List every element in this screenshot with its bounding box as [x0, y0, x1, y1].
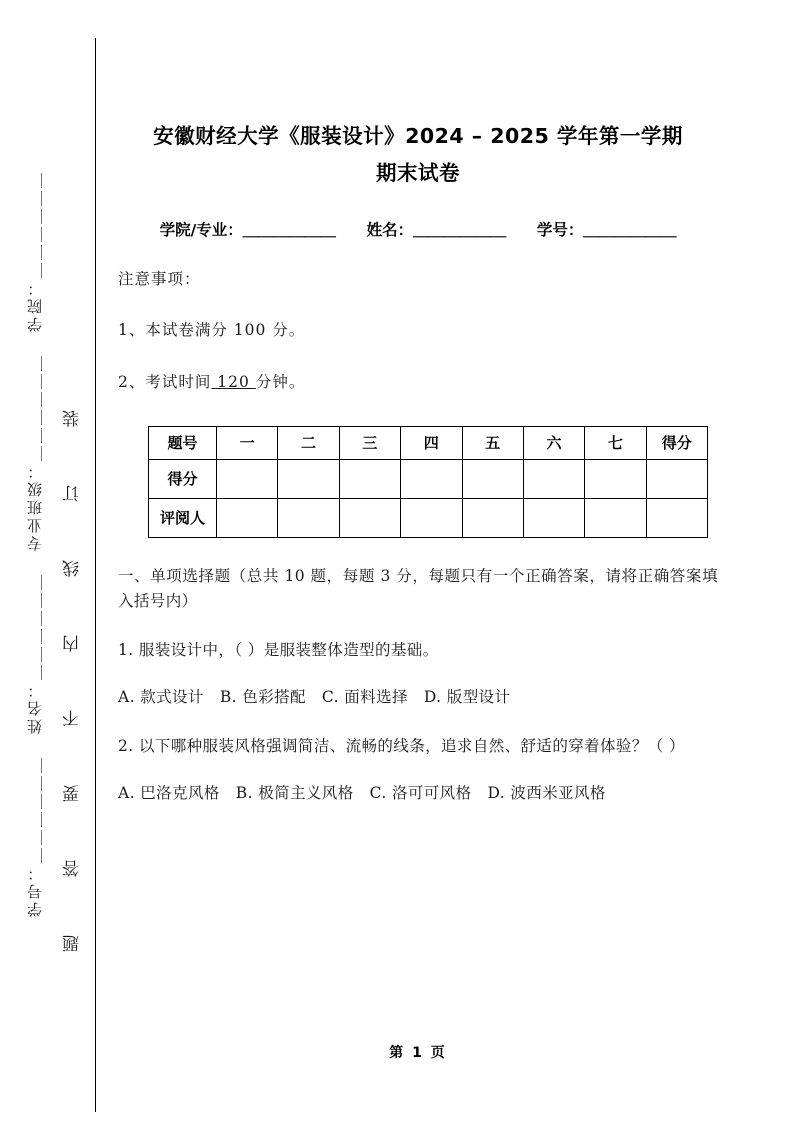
- table-cell-input[interactable]: [523, 459, 584, 498]
- table-cell: 四: [401, 426, 462, 459]
- question-2-options: [118, 759, 718, 806]
- option-c[interactable]: C. 洛可可风格: [369, 784, 472, 803]
- seal-margin: [0, 0, 96, 1122]
- table-cell-input[interactable]: [585, 459, 646, 498]
- table-cell-input[interactable]: [646, 459, 707, 498]
- option-d[interactable]: D. 波西米亚风格: [487, 784, 606, 803]
- notes-item-1: 1、本试卷满分 100 分。: [118, 321, 306, 340]
- question-2-stem: 2. 以下哪种服装风格强调简洁、流畅的线条，追求自然、舒适的穿着体验？（ ）: [118, 737, 685, 756]
- table-cell: 题号: [149, 426, 217, 459]
- table-cell-input[interactable]: [339, 498, 400, 537]
- notes-item-2-suffix: 分钟。: [255, 372, 306, 391]
- student-id-field: 学号：＿＿＿＿＿＿: [536, 221, 677, 239]
- table-cell: 五: [462, 426, 523, 459]
- section-heading-multiple-choice: 一、单项选择题（总共 10 题，每题 3 分，每题只有一个正确答案，请将正确答案填入括号内）: [118, 566, 718, 610]
- table-cell: 六: [523, 426, 584, 459]
- page-title: [118, 0, 718, 192]
- title-line-1: 安徽财经大学《服装设计》2024 – 2025 学年第一学期: [153, 124, 683, 148]
- option-b[interactable]: B. 色彩搭配: [219, 688, 306, 707]
- exam-duration-value: 120: [211, 372, 256, 391]
- option-a[interactable]: A. 巴洛克风格: [118, 784, 220, 803]
- option-b[interactable]: B. 极简主义风格: [235, 784, 354, 803]
- table-cell-input[interactable]: [278, 498, 339, 537]
- notes-item-2: [118, 343, 718, 394]
- notes-heading: 注意事项：: [118, 270, 201, 288]
- page-footer: 第 1 页: [389, 1045, 447, 1061]
- table-cell-input[interactable]: [462, 498, 523, 537]
- table-cell: 三: [339, 426, 400, 459]
- table-cell-input[interactable]: [585, 498, 646, 537]
- option-d[interactable]: D. 版型设计: [423, 688, 511, 707]
- notes-item-2-prefix: 2、考试时间: [118, 372, 212, 391]
- student-info-line: [118, 192, 718, 240]
- name-field: 姓名：＿＿＿＿＿＿: [366, 221, 507, 239]
- table-cell-input[interactable]: [523, 498, 584, 537]
- option-a[interactable]: A. 款式设计: [118, 688, 204, 707]
- table-cell: 一: [217, 426, 278, 459]
- option-c[interactable]: C. 面料选择: [321, 688, 408, 707]
- table-cell-input[interactable]: [339, 459, 400, 498]
- table-row: [149, 426, 708, 459]
- table-cell-input[interactable]: [646, 498, 707, 537]
- table-row: [149, 459, 708, 498]
- table-cell-input[interactable]: [278, 459, 339, 498]
- score-table: [148, 426, 708, 538]
- table-cell-input[interactable]: [462, 459, 523, 498]
- table-cell: 七: [585, 426, 646, 459]
- seal-do-not-write-phrase: 题答要不内线订装: [63, 352, 83, 952]
- question-1-options: [118, 663, 718, 710]
- title-line-2: 期末试卷: [376, 161, 460, 185]
- table-cell: 二: [278, 426, 339, 459]
- table-row: [149, 498, 708, 537]
- question-1-stem: 1. 服装设计中，（ ）是服装整体造型的基础。: [118, 640, 439, 659]
- content-column: [118, 0, 718, 806]
- seal-student-fields: 学号：＿＿＿＿＿＿ 姓名：＿＿＿＿＿＿ 专业班级：＿＿＿＿＿＿ 学院：＿＿＿＿＿＿: [26, 170, 44, 917]
- table-cell-input[interactable]: [217, 459, 278, 498]
- table-cell-input[interactable]: [401, 459, 462, 498]
- table-cell: 得分: [646, 426, 707, 459]
- table-cell-input[interactable]: [217, 498, 278, 537]
- table-cell: 得分: [149, 459, 217, 498]
- college-major-field: 学院/专业：＿＿＿＿＿＿: [159, 221, 336, 239]
- table-cell: 评阅人: [149, 498, 217, 537]
- table-cell-input[interactable]: [401, 498, 462, 537]
- seal-vertical-rule: [95, 38, 96, 1112]
